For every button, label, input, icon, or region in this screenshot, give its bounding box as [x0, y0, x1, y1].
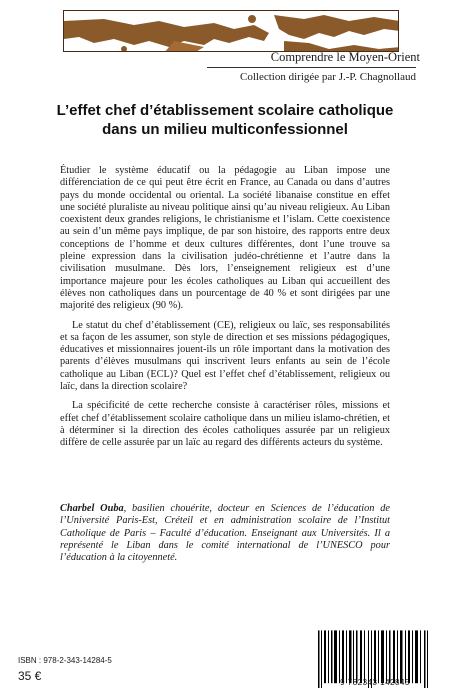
author-bio	[60, 503, 390, 564]
series-name: Comprendre le Moyen-Orient	[270, 50, 420, 64]
paragraph-3: La spécificité de cette recherche consiste à caractériser rôles, missions et effet chef d’établissement scolaire catholique dans un milieu islamo-chrétien, et à déterminer si la direction des écoles catholiques assurée par un religieux diffère de celle assurée par un laïc au regard des différents acteurs du système.	[60, 400, 390, 449]
series-director: Collection dirigée par J.-P. Chagnollaud	[240, 71, 416, 83]
paragraph-1: Étudier le système éducatif ou la pédagogie au Liban impose une différenciation de ce qui peut être écrit en France, au Canada ou dans d’autres pays du monde occidental ou oriental. La société libanaise constitue en effet une société pluraliste au niveau politique ainsi qu’au niveau religieux. Au Liban coexistent deux grandes religions, le christianisme et l’islam. Cette coexistence au sein d’un même pays implique, de par son histoire, des rapports entre deux conceptions de l’homme et deux cultures différentes, dont l’une trouve sa pleine expression dans la civilisation judéo-chrétienne et l’autre dans la civilisation musulmane. Dès lors, l’enseignement religieux est d’une importance majeure pour les écoles catholiques au Liban qui accueillent des élèves non catholiques dans un pourcentage de 40 % et sont dirigées par une majorité des religieux (90 %).	[60, 165, 390, 312]
price: 35 €	[18, 669, 42, 683]
book-title-line-1: L’effet chef d’établissement scolaire catholique	[56, 102, 394, 119]
series-logo-map	[63, 10, 399, 52]
author-bio-text: , basilien chouérite, docteur en Sciences de l’éducation de l’Université Paris-Est, Créteil et en administration scolaire de l’Institut Catholique de Paris – Faculté d’éducation. Enseignant aux Universités. Il a représenté le Liban dans le comité international de l’UNESCO pour l’éducation à la citoyenneté.	[60, 503, 390, 564]
series-divider	[207, 67, 416, 68]
paragraph-2: Le statut du chef d’établissement (CE), religieux ou laïc, ses responsabilités et sa façon de les assumer, son style de direction et ses missions pédagogiques, éducatives et missionnaires jouent-ils un rôle important dans la motivation des parents d’élèves musulmans qui inscrivent leurs enfants au sein de l’école catholique au Liban (ECL)? Quel est l’effet chef d’établissement, religieux ou laïc, dans la direction scolaire?	[60, 319, 390, 393]
back-cover-text	[60, 165, 390, 457]
book-title	[40, 101, 410, 139]
book-title-line-2: dans un milieu multiconfessionnel	[102, 121, 348, 138]
isbn: ISBN : 978-2-343-14284-5	[18, 656, 112, 665]
barcode-number: 9 782343 142845	[340, 678, 410, 687]
author-name: Charbel Ouba	[60, 503, 124, 514]
